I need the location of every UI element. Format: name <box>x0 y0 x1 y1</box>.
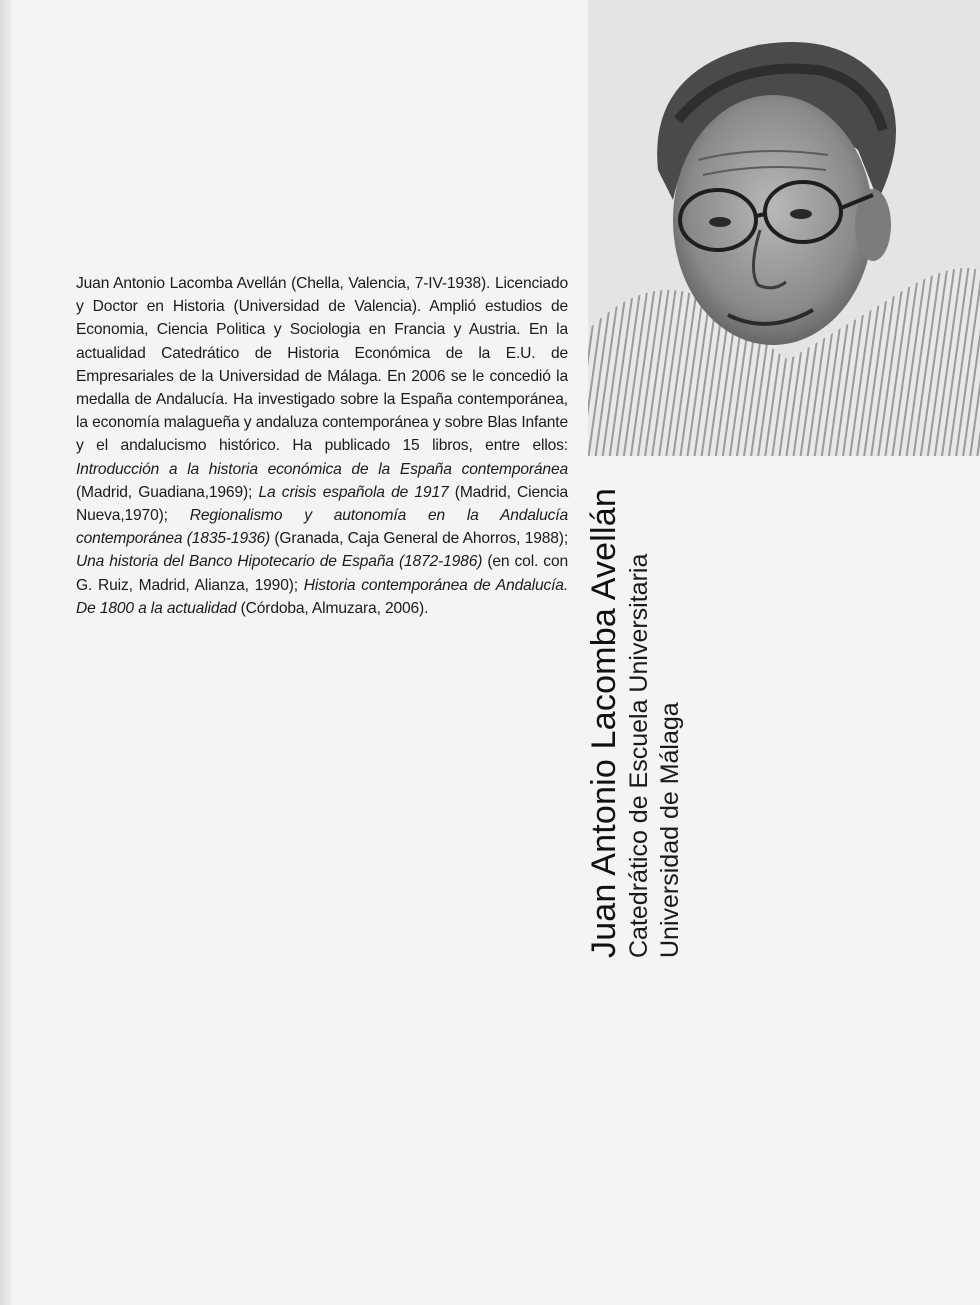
bio-text: (en col. con G. Ruiz, Madrid, Alianza, 1990); <box>76 553 568 594</box>
vertical-author-credit <box>584 438 704 958</box>
author-institution: Universidad de Málaga <box>656 702 684 958</box>
book-title: Regionalismo y autonomía en la Andalucía contemporánea (1835-1936) <box>76 507 568 548</box>
book-title: Historia contemporánea de Andalucía. De 1800 a la actualidad <box>76 576 569 617</box>
bio-text: Juan Antonio Lacomba Avellán (Chella, Valencia, 7-IV-1938). Licenciado y Doctor en Historia (Universidad de Valencia). Amplió estudios de Economia, Ciencia Politica y Sociologia en Francia y Austria. En la actualidad Catedrático de Historia Económica de la E.U. de Empresariales de la Universidad de Málaga. En 2006 se le concedió la medalla de Andalucía. Ha investigado sobre la España contemporánea, la economía malagueña y andaluza contemporánea y sobre Blas Infante y el andalucismo histórico. Ha publicado 15 libros, entre ellos: <box>76 275 568 455</box>
page-edge-shadow <box>0 0 14 1305</box>
book-title: Una historia del Banco Hipotecario de España (1872-1986) <box>76 553 483 571</box>
book-title: La crisis española de 1917 <box>258 483 449 501</box>
book-title: Introducción a la historia económica de la España contemporánea <box>76 460 568 478</box>
bio-text: (Córdoba, Almuzara, 2006). <box>236 599 429 617</box>
author-position: Catedrático de Escuela Universitaria <box>625 553 653 958</box>
author-biography <box>76 272 568 620</box>
author-portrait-photo <box>588 0 980 456</box>
author-name: Juan Antonio Lacomba Avellán <box>585 488 623 958</box>
bio-text: (Granada, Caja General de Ahorros, 1988); <box>270 530 569 548</box>
bio-text: (Madrid, Guadiana,1969); <box>76 483 259 501</box>
portrait-illustration <box>588 0 980 456</box>
bio-text: (Madrid, Ciencia Nueva,1970); <box>76 483 569 525</box>
